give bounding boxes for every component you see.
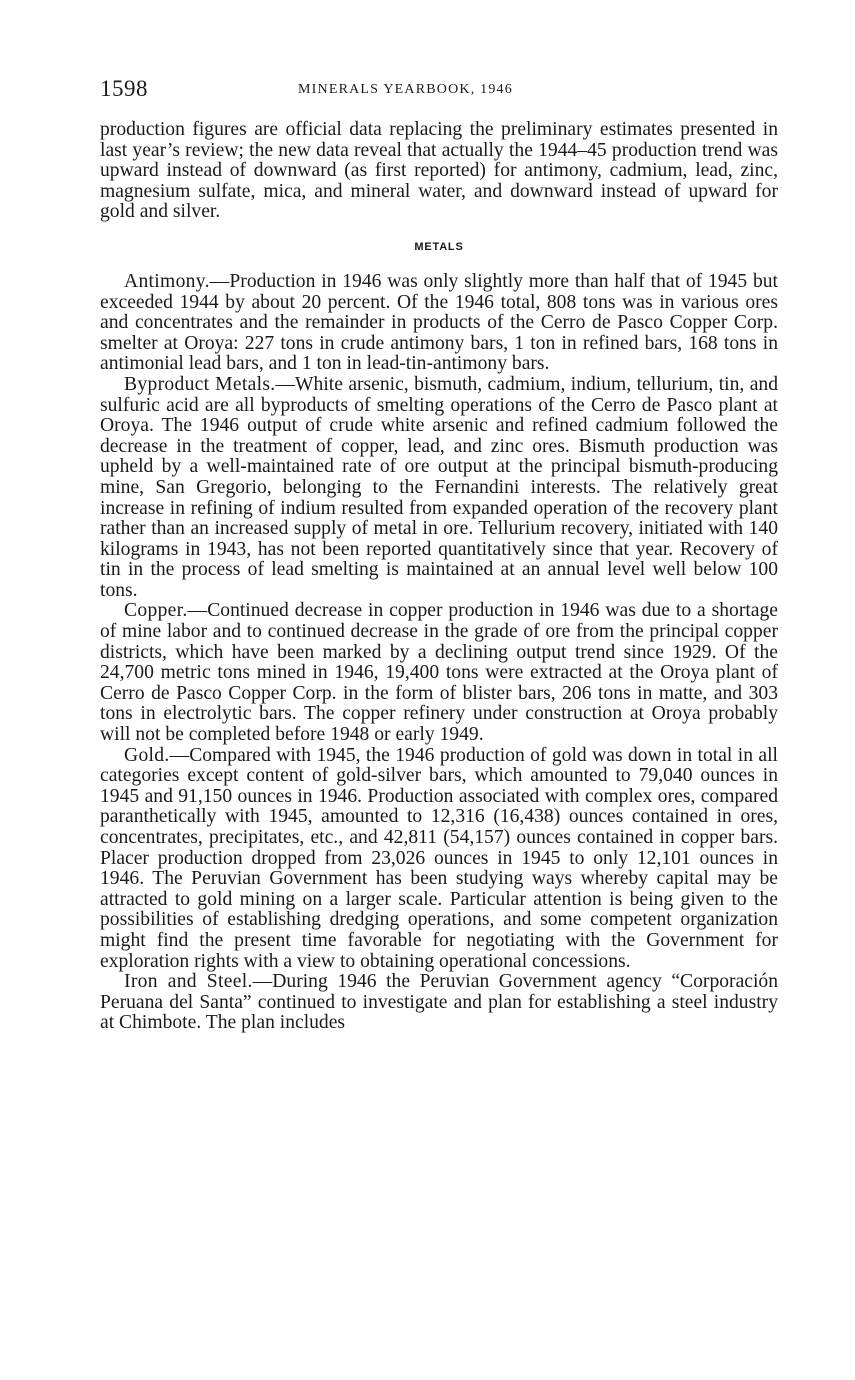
- paragraph-gold: [100, 746, 778, 973]
- paragraph-lead: Antimony.: [124, 270, 210, 292]
- paragraph-iron-and-steel: [100, 972, 778, 1034]
- paragraph-body: —Production in 1946 was only slightly more than half that of 1945 but exceeded 1944 by about 20 percent. Of the 1946 total, 808 tons was in various ores and concentrates and the remainder in products of the Cerro de Pasco Copper Corp. smelter at Oroya: 227 tons in crude antimony bars, 1 ton in refined bars, 168 tons in antimonial lead bars, and 1 ton in lead-tin-antimony bars.: [100, 270, 778, 375]
- section-heading: METALS: [414, 240, 464, 253]
- document-page: [100, 76, 778, 1034]
- paragraph-lead: Byproduct Metals.: [124, 373, 276, 395]
- paragraph-body: —During 1946 the Peruvian Government agency “Corporación Peruana del Santa” continued to investigate and plan for establishing a steel industry at Chimbote. The plan includes: [100, 971, 779, 1034]
- paragraph-lead: Gold.: [124, 744, 170, 766]
- paragraph-lead: Iron and Steel.: [124, 971, 253, 993]
- running-header: [100, 76, 778, 106]
- paragraph-byproduct-metals: [100, 375, 778, 602]
- running-title: MINERALS YEARBOOK, 1946: [298, 82, 513, 97]
- paragraph-body: —Compared with 1945, the 1946 production of gold was down in total in all categories except content of gold-silver bars, which amounted to 79,040 ounces in 1945 and 91,150 ounces in 1946. Production associated with complex ores, compared paranthetically with 1945, amounted to 12,316 (16,438) ounces contained in ores, concentrates, precipitates, etc., and 42,811 (54,157) ounces contained in copper bars. Placer production dropped from 23,026 ounces in 1945 to only 12,101 ounces in 1946. The Peruvian Government has been studying ways whereby capital may be attracted to gold mining on a larger scale. Particular attention is being given to the possibilities of establishing dredging operations, and some competent organization might find the present time favorable for negotiating with the Government for exploration rights with a view to obtaining operational concessions.: [100, 744, 778, 972]
- paragraph-lead: Copper.: [124, 600, 188, 622]
- paragraph-body: —Continued decrease in copper production in 1946 was due to a shortage of mine labor and to continued decrease in the grade of ore from the principal copper districts, which have been marked by a declining output trend since 1929. Of the 24,700 metric tons mined in 1946, 19,400 tons were extracted at the Oroya plant of Cerro de Pasco Copper Corp. in the form of blister bars, 206 tons in matte, and 303 tons in electrolytic bars. The copper refinery under construction at Oroya probably will not be completed before 1948 or early 1949.: [100, 600, 778, 746]
- paragraph-copper: [100, 601, 778, 745]
- paragraph-body: —White arsenic, bismuth, cadmium, indium, tellurium, tin, and sulfuric acid are all byproducts of smelting operations of the Cerro de Pasco plant at Oroya. The 1946 output of crude white arsenic and refined cadmium followed the decrease in the treatment of copper, lead, and zinc ores. Bismuth production was upheld by a well-maintained rate of ore output at the principal bismuth-producing mine, San Gregorio, belonging to the Fernandini interests. The relatively great increase in refining of indium resulted from expanded operation of the recovery plant rather than an increased supply of metal in ore. Tellurium recovery, initiated with 140 kilograms in 1943, has not been reported quantitatively since that year. Recovery of tin in the process of lead smelting is maintained at an annual level well below 100 tons.: [100, 373, 778, 601]
- intro-paragraph: production figures are official data replacing the preliminary estimates presented in last year’s review; the new data reveal that actually the 1944–45 production trend was upward instead of downward (as first reported) for antimony, cadmium, lead, zinc, magnesium sulfate, mica, and mineral water, and downward instead of upward for gold and silver.: [100, 119, 778, 223]
- paragraph-antimony: [100, 272, 778, 375]
- page-number: 1598: [100, 76, 148, 101]
